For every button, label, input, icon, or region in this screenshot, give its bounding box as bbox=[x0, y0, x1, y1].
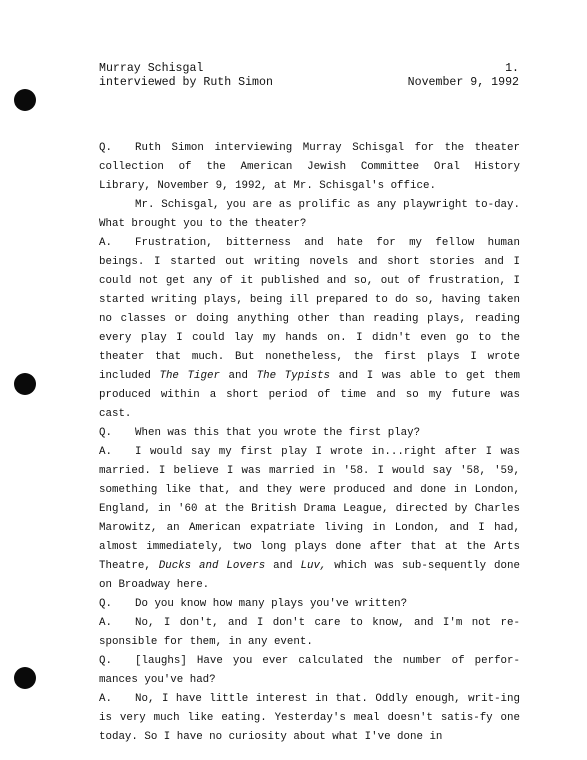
paragraph-text: and bbox=[265, 560, 301, 573]
transcript-paragraph bbox=[99, 196, 520, 234]
transcript-paragraph bbox=[99, 443, 520, 595]
transcript-paragraph bbox=[99, 139, 520, 196]
speaker-label: A. bbox=[99, 693, 112, 706]
paragraph-text: Do you know how many plays you've written? bbox=[135, 598, 408, 611]
play-title: The Typists bbox=[256, 370, 331, 383]
speaker-label: Q. bbox=[99, 598, 112, 611]
paragraph-text: Mr. Schisgal, you are as prolific as any playwright to-day. What brought you to the theater? bbox=[99, 199, 520, 231]
transcript-paragraph bbox=[99, 614, 520, 652]
interviewee-name: Murray Schisgal bbox=[99, 62, 204, 75]
transcript-paragraph bbox=[99, 652, 520, 690]
interview-date: November 9, 1992 bbox=[407, 76, 519, 89]
paragraph-text: No, I don't, and I don't care to know, and I'm not re-sponsible for them, in any event. bbox=[99, 617, 520, 649]
page-number: 1. bbox=[505, 62, 519, 75]
paragraph-text: and bbox=[219, 370, 257, 383]
paragraph-text: Ruth Simon interviewing Murray Schisgal for the theater collection of the American Jewish Committee Oral History Library, November 9, 1992, at Mr. Schisgal's office. bbox=[99, 142, 520, 193]
play-title: Ducks and Lovers bbox=[158, 560, 266, 573]
paragraph-text: When was this that you wrote the first play? bbox=[135, 427, 421, 440]
speaker-label: Q. bbox=[99, 427, 112, 440]
punch-hole bbox=[14, 667, 36, 689]
speaker-label: A. bbox=[99, 446, 112, 459]
paragraph-text: I would say my first play I wrote in...right after I was married. I believe I was married in '58. I would say '58, '59, something like that, and they were produced and done in London, England, in '60 at the British Drama League, directed by Charles Marowitz, an American expatriate living in London, and I had, almost immediately, two long plays done after that at the Arts Theatre, bbox=[99, 446, 520, 573]
punch-hole bbox=[14, 373, 36, 395]
transcript-paragraph bbox=[99, 234, 520, 424]
transcript-paragraph bbox=[99, 690, 520, 747]
speaker-label: A. bbox=[99, 617, 112, 630]
punch-hole bbox=[14, 89, 36, 111]
paragraph-text: and I was able to get them produced within a short period of time and so my future was cast. bbox=[99, 370, 520, 421]
interviewer-line: interviewed by Ruth Simon bbox=[99, 76, 273, 89]
transcript-paragraph bbox=[99, 424, 520, 443]
play-title: The Tiger bbox=[159, 370, 220, 383]
play-title: Luv, bbox=[300, 560, 327, 573]
transcript-body bbox=[99, 139, 520, 748]
speaker-label: A. bbox=[99, 237, 112, 250]
speaker-label: Q. bbox=[99, 142, 112, 154]
paragraph-text: Frustration, bitterness and hate for my fellow human beings. I started out writing novels and short stories and I could not get any of it published and so, out of frustration, I started writing plays, being ill prepared to do so, having taken no classes or doing anything other than reading plays, reading every play I could lay my hands on. I didn't even go to the theater that much. But nonetheless, the first plays I wrote included bbox=[99, 237, 520, 383]
speaker-label: Q. bbox=[99, 655, 112, 668]
transcript-paragraph bbox=[99, 595, 520, 614]
paragraph-text: which was sub-sequently done on Broadway here. bbox=[99, 560, 520, 592]
paragraph-text: [laughs] Have you ever calculated the number of perfor-mances you've had? bbox=[99, 655, 520, 687]
paragraph-text: No, I have little interest in that. Oddly enough, writ-ing is very much like eating. Yesterday's meal doesn't satis-fy one today. So I have no curiosity about what I've done in bbox=[99, 693, 520, 744]
